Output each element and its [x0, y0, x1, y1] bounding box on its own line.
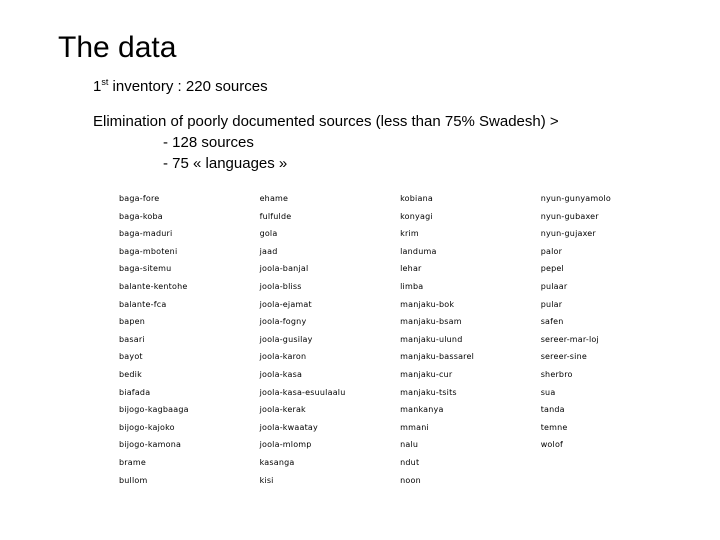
language-cell: joola-fogny [259, 317, 307, 327]
elimination-item-languages: - 75 « languages » [163, 155, 288, 172]
language-cell: mmani [400, 422, 429, 432]
table-row [119, 348, 639, 366]
language-cell: baga-maduri [119, 229, 173, 239]
language-cell: joola-kerak [259, 405, 306, 415]
language-cell: joola-banjal [259, 264, 309, 274]
inventory-superscript: st [101, 77, 109, 87]
language-cell: balante-fca [119, 299, 167, 309]
language-cell: nyun-gubaxer [540, 211, 599, 221]
language-cell: krim [400, 229, 419, 239]
language-cell: sua [540, 387, 556, 397]
language-cell: temne [540, 422, 568, 432]
language-cell: balante-kentohe [119, 281, 188, 291]
language-cell: kasanga [259, 457, 295, 467]
language-cell: manjaku-ulund [400, 334, 463, 344]
language-cell: bedik [119, 369, 142, 379]
language-cell: kobiana [400, 194, 433, 203]
language-cell: bayot [119, 352, 143, 362]
language-cell: pulaar [540, 281, 568, 291]
language-cell: manjaku-cur [400, 369, 453, 379]
inventory-line [93, 78, 268, 96]
language-cell: safen [540, 317, 564, 327]
language-cell: fulfulde [259, 211, 292, 221]
language-cell: bullom [119, 475, 148, 485]
language-cell: joola-bliss [259, 281, 302, 291]
table-row [119, 472, 639, 490]
language-cell: joola-kasa [259, 369, 303, 379]
table-row [119, 243, 639, 261]
language-cell: manjaku-bassarel [400, 352, 475, 362]
language-cell: nalu [400, 440, 419, 450]
language-table [119, 190, 639, 489]
table-row [119, 225, 639, 243]
language-cell: joola-kwaatay [259, 422, 318, 432]
language-cell: joola-ejamat [259, 299, 312, 309]
table-row [119, 401, 639, 419]
language-cell: gola [259, 229, 278, 239]
language-cell [541, 472, 639, 490]
language-cell: kisi [259, 475, 274, 485]
inventory-text: inventory : 220 sources [108, 78, 268, 95]
language-cell: wolof [540, 440, 564, 450]
language-cell [541, 454, 639, 472]
table-row [119, 260, 639, 278]
language-cell: joola-karon [259, 352, 307, 362]
language-cell: ndut [400, 457, 420, 467]
language-cell: joola-gusilay [259, 334, 313, 344]
language-cell: lehar [400, 264, 422, 274]
table-row [119, 331, 639, 349]
language-cell: landuma [400, 246, 437, 256]
language-cell: sereer-sine [540, 352, 587, 362]
table-row [119, 419, 639, 437]
language-cell: manjaku-bsam [400, 317, 462, 327]
language-cell: bapen [119, 317, 146, 327]
table-row [119, 366, 639, 384]
table-row [119, 296, 639, 314]
table-row [119, 190, 639, 208]
inventory-prefix: 1 [93, 78, 102, 95]
language-cell: sherbro [540, 369, 573, 379]
language-cell: palor [540, 246, 563, 256]
language-cell: nyun-gunyamolo [540, 194, 611, 203]
elimination-item-sources: - 128 sources [163, 134, 254, 151]
language-cell: bijogo-kamona [119, 440, 182, 450]
language-cell: joola-mlomp [259, 440, 312, 450]
table-row [119, 436, 639, 454]
language-cell: manjaku-tsits [400, 387, 457, 397]
language-cell: bijogo-kagbaaga [119, 405, 189, 415]
language-cell: limba [400, 281, 424, 291]
language-cell: jaad [259, 246, 278, 256]
elimination-line: Elimination of poorly documented sources (less than 75% Swadesh) > [93, 113, 559, 130]
language-cell: pepel [540, 264, 564, 274]
table-row [119, 278, 639, 296]
language-cell: joola-kasa-esuulaalu [259, 387, 346, 397]
language-cell: baga-mboteni [119, 246, 178, 256]
table-row [119, 454, 639, 472]
language-cell: pular [540, 299, 563, 309]
table-row [119, 208, 639, 226]
language-cell: baga-koba [119, 211, 163, 221]
language-cell: bijogo-kajoko [119, 422, 175, 432]
language-cell: sereer-mar-loj [540, 334, 599, 344]
language-cell: nyun-gujaxer [540, 229, 596, 239]
language-cell: biafada [119, 387, 151, 397]
language-cell: brame [119, 457, 146, 467]
language-cell: baga-sitemu [119, 264, 172, 274]
language-cell: noon [400, 475, 421, 485]
language-cell: baga-fore [119, 194, 160, 203]
table-row [119, 313, 639, 331]
slide-title: The data [58, 31, 177, 64]
language-cell: mankanya [400, 405, 444, 415]
language-cell: ehame [259, 194, 289, 203]
language-cell: basari [119, 334, 145, 344]
language-cell: konyagi [400, 211, 433, 221]
language-cell: tanda [540, 405, 565, 415]
language-cell: manjaku-bok [400, 299, 455, 309]
elimination-block [93, 111, 559, 174]
table-row [119, 384, 639, 402]
